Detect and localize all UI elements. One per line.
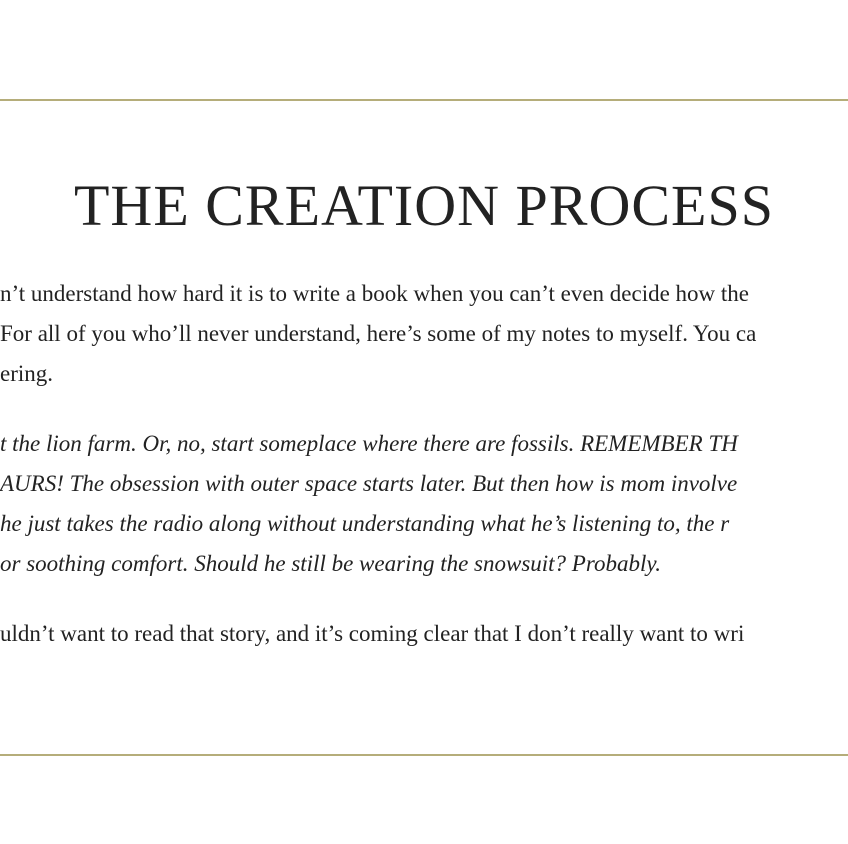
- next-section-title-clipped: [326, 832, 526, 844]
- paragraph-notes: [0, 424, 848, 584]
- paragraph-line: he just takes the radio along without understanding what he’s listening to, the r: [0, 511, 730, 536]
- section-title: THE CREATION PROCESS: [74, 173, 774, 238]
- paragraph-line: AURS! The obsession with outer space starts later. But then how is mom involve: [0, 471, 738, 496]
- paragraph-line: ering.: [0, 361, 54, 386]
- paragraph-line: n’t understand how hard it is to write a book when you can’t even decide how the: [0, 281, 750, 306]
- paragraph-line: For all of you who’ll never understand, here’s some of my notes to myself. You ca: [0, 321, 757, 346]
- paragraph-line: or soothing comfort. Should he still be wearing the snowsuit? Probably.: [0, 551, 662, 576]
- paragraph-intro: [0, 274, 848, 414]
- paragraph-line: uldn’t want to read that story, and it’s coming clear that I don’t really want to wri: [0, 621, 745, 646]
- paragraph-line: t the lion farm. Or, no, start someplace where there are fossils. REMEMBER TH: [0, 431, 738, 456]
- paragraph-conclusion: [0, 614, 848, 654]
- bottom-divider: [0, 754, 848, 756]
- top-divider: [0, 99, 848, 101]
